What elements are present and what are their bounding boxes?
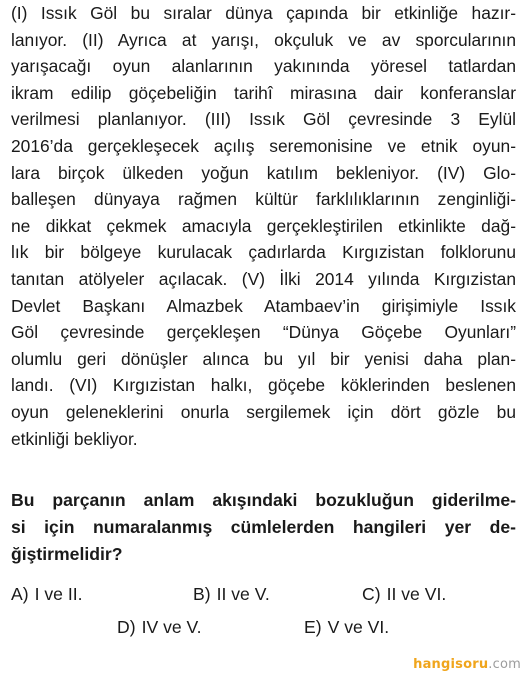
passage-line: Devlet Başkanı Almazbek Atambaev’in girişimiyle Issık xyxy=(11,295,516,316)
question-line: si için numaralanmış cümlelerden hangileri yer de- xyxy=(11,517,516,537)
question-line: Bu parçanın anlam akışındaki bozukluğun giderilme- xyxy=(11,490,516,510)
question-line: ğiştirmelidir? xyxy=(11,544,123,564)
option-text: V ve VI. xyxy=(327,617,390,637)
option-letter: B) xyxy=(193,584,211,604)
passage-line: oyun geleneklerini onurla sergilemek için dört gözle bu xyxy=(11,401,516,422)
passage-line: lanıyor. (II) Ayrıca at yarışı, okçuluk ve av sporcularının xyxy=(11,29,516,50)
site-watermark xyxy=(413,657,521,672)
passage-line: ikram edilip göçebeliğin tarihî mirasına dair konferanslar xyxy=(11,82,516,103)
option-d[interactable] xyxy=(117,616,202,638)
passage-line: verilmesi planlanıyor. (III) Issık Göl çevresinde 3 Eylül xyxy=(11,109,516,130)
option-text: II ve V. xyxy=(216,584,270,604)
question-stem xyxy=(11,487,516,568)
watermark-tld: .com xyxy=(488,657,521,672)
passage-line: 2016’da gerçekleşecek açılış seremonisine ve etnik oyun- xyxy=(11,135,516,156)
passage-line: balleşen dünyaya rağmen kültür farklılıklarının zenginliği- xyxy=(11,189,516,210)
passage-line: tanıtan atölyeler açılacak. (V) İlki 2014 yılında Kırgızistan xyxy=(11,268,516,289)
passage-line: (I) Issık Göl bu sıralar dünya çapında bir etkinliğe hazır- xyxy=(11,3,516,23)
passage-line: yarışacağı oyun alanlarının yakınında yöresel tatlardan xyxy=(11,56,516,77)
option-text: IV ve V. xyxy=(141,617,202,637)
option-b[interactable] xyxy=(193,583,270,605)
passage-line: olumlu geri dönüşler alınca bu yıl bir yenisi daha plan- xyxy=(11,348,516,369)
option-text: II ve VI. xyxy=(386,584,447,604)
option-a[interactable] xyxy=(11,583,83,605)
passage-line: etkinliği bekliyor. xyxy=(11,428,138,449)
option-e[interactable] xyxy=(304,616,389,638)
option-letter: E) xyxy=(304,617,322,637)
passage-line: lık bir bölgeye kurulacak çadırlarda Kırgızistan folklorunu xyxy=(11,242,516,263)
passage-line: lara birçok ülkeden yoğun katılım bekleniyor. (IV) Glo- xyxy=(11,162,516,183)
passage-line: landı. (VI) Kırgızistan halkı, göçebe köklerinden beslenen xyxy=(11,375,516,396)
option-text: I ve II. xyxy=(34,584,83,604)
option-letter: A) xyxy=(11,584,29,604)
option-c[interactable] xyxy=(362,583,446,605)
watermark-brand: hangisoru xyxy=(413,657,489,672)
option-letter: C) xyxy=(362,584,381,604)
passage-text xyxy=(11,0,516,452)
passage-line: ne dikkat çekmek amacıyla gerçekleştirilen etkinlikte dağ- xyxy=(11,215,516,236)
option-letter: D) xyxy=(117,617,136,637)
passage-line: Göl çevresinde gerçekleşen “Dünya Göçebe Oyunları” xyxy=(11,322,516,343)
